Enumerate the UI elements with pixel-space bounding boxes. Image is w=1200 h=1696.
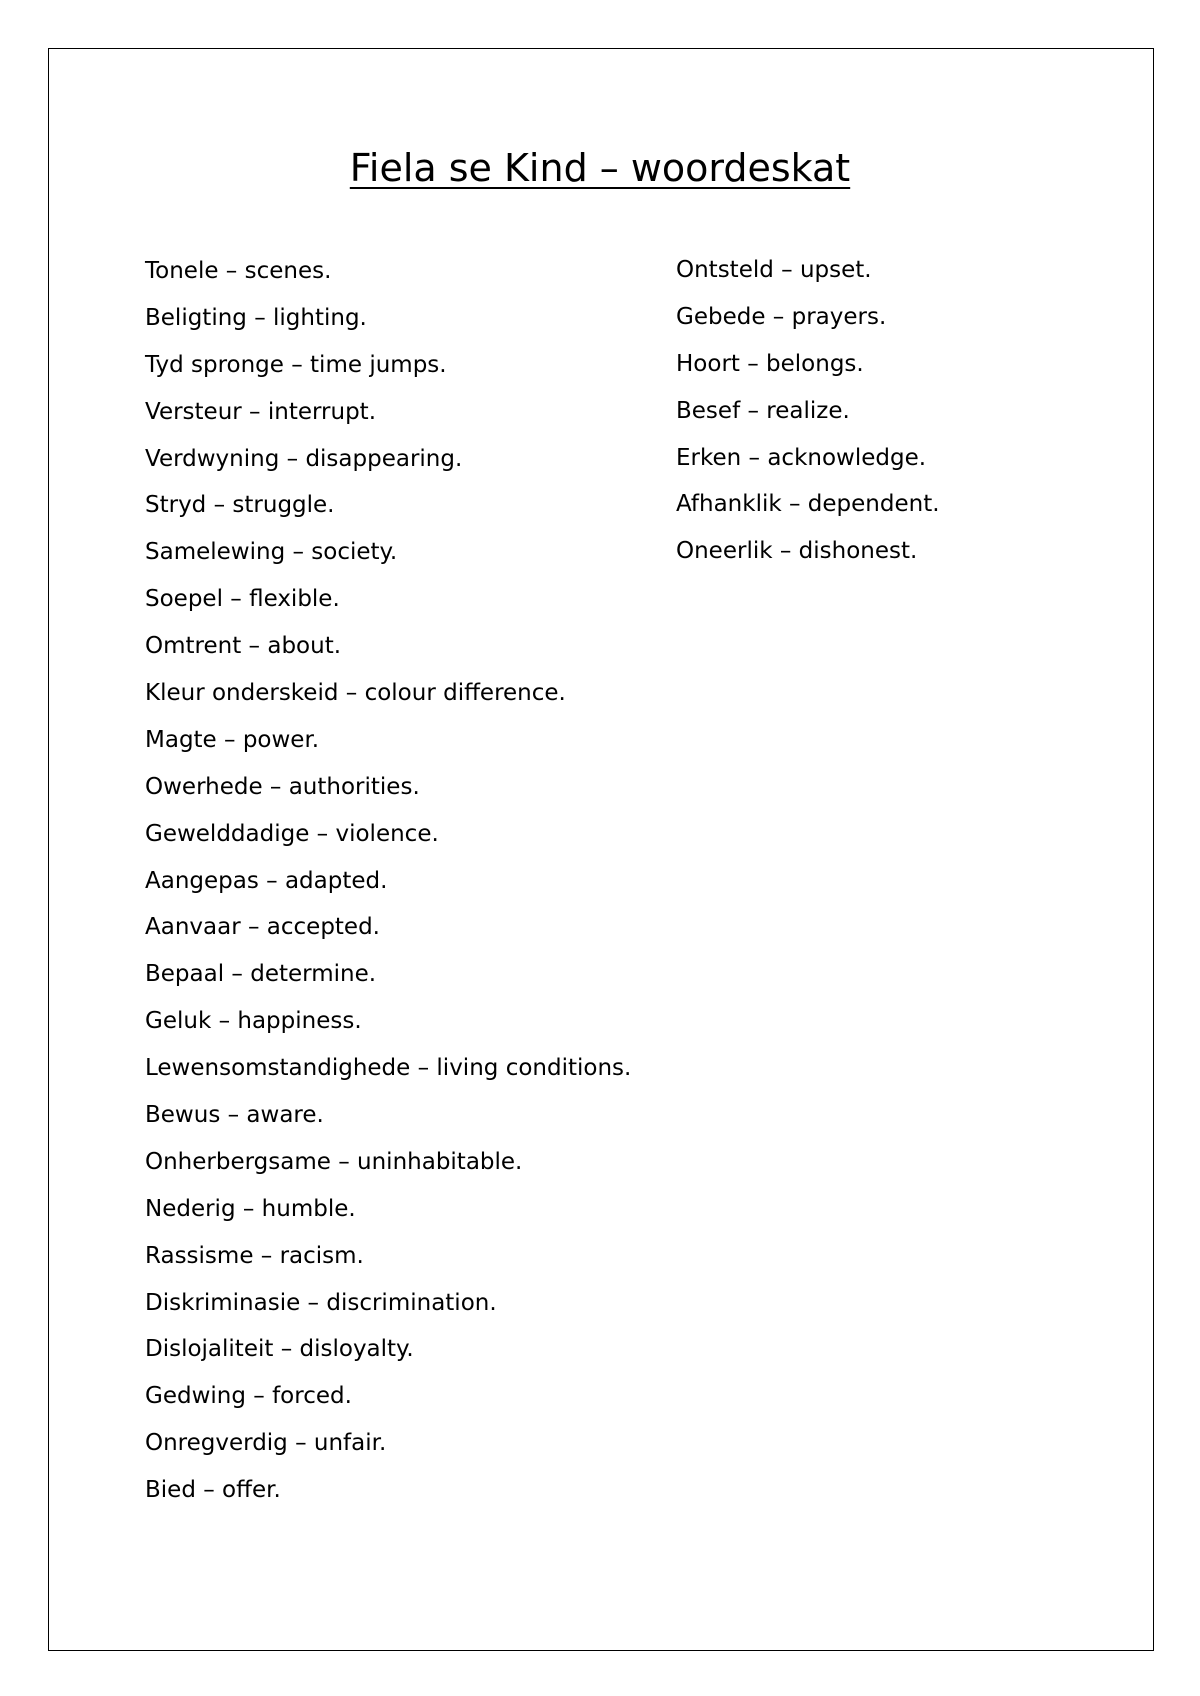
vocabulary-item: Tonele – scenes. (145, 258, 332, 284)
vocabulary-item: Owerhede – authorities. (145, 773, 420, 800)
vocabulary-item: Onherbergsame – uninhabitable. (145, 1148, 523, 1175)
vocabulary-item: Bewus – aware. (145, 1102, 324, 1129)
vocabulary-item: Stryd – struggle. (145, 492, 335, 519)
vocabulary-item: Beligting – lighting. (145, 304, 367, 331)
vocabulary-item: Lewensomstandighede – living conditions. (145, 1055, 632, 1082)
vocabulary-item: Bepaal – determine. (145, 961, 377, 988)
vocabulary-item: Bied – offer. (145, 1477, 281, 1504)
vocabulary-item: Gewelddadige – violence. (145, 820, 439, 847)
vocabulary-item: Magte – power. (145, 726, 320, 753)
vocabulary-item: Diskriminasie – discrimination. (145, 1289, 497, 1316)
vocabulary-item: Hoort – belongs. (676, 350, 864, 377)
vocabulary-item: Verdwyning – disappearing. (145, 445, 463, 472)
vocabulary-item: Geluk – happiness. (145, 1008, 362, 1035)
vocabulary-item: Nederig – humble. (145, 1195, 356, 1222)
vocabulary-item: Versteur – interrupt. (145, 398, 377, 425)
vocabulary-item: Tyd spronge – time jumps. (145, 351, 447, 378)
page-title-text: Fiela se Kind – woordeskat (349, 146, 851, 190)
vocabulary-item: Aangepas – adapted. (145, 867, 388, 894)
vocabulary-item: Ontsteld – upset. (676, 257, 872, 283)
vocabulary-item: Dislojaliteit – disloyalty. (145, 1336, 414, 1363)
vocabulary-item: Erken – acknowledge. (676, 444, 927, 471)
page-title (0, 143, 1200, 193)
vocabulary-item: Afhanklik – dependent. (676, 491, 940, 518)
vocabulary-item: Rassisme – racism. (145, 1242, 364, 1269)
vocabulary-item: Soepel – flexible. (145, 586, 340, 613)
vocabulary-item: Aanvaar – accepted. (145, 914, 380, 941)
vocabulary-item: Onregverdig – unfair. (145, 1430, 387, 1457)
vocabulary-item: Kleur onderskeid – colour difference. (145, 680, 566, 707)
vocabulary-item: Omtrent – about. (145, 633, 342, 660)
vocabulary-list-right (676, 255, 940, 583)
vocabulary-item: Oneerlik – dishonest. (676, 538, 918, 565)
vocabulary-list-left (145, 256, 631, 1522)
vocabulary-item: Besef – realize. (676, 397, 850, 424)
vocabulary-item: Samelewing – society. (145, 539, 398, 566)
vocabulary-item: Gedwing – forced. (145, 1383, 352, 1410)
vocabulary-item: Gebede – prayers. (676, 303, 887, 330)
